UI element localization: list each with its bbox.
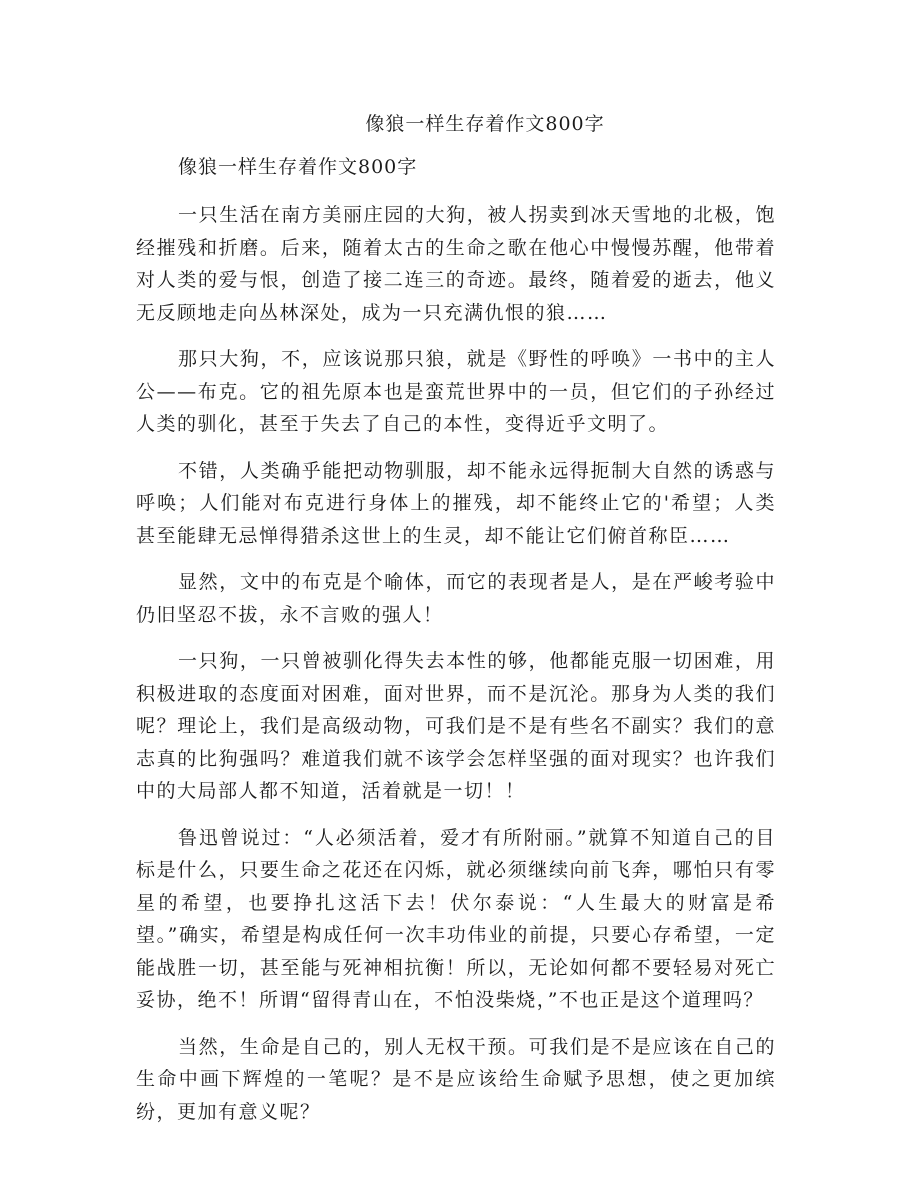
paragraph-5: 一只狗，一只曾被驯化得失去本性的够，他都能克服一切困难，用积极进取的态度面对困难，面对世界，而不是沉沦。那身为人类的我们呢？理论上，我们是高级动物，可我们是不是有些名不副实？我们的意志真的比狗强吗？难道我们就不该学会怎样坚强的面对现实？也许我们中的大局部人都不知道，活着就是一切！！ xyxy=(136,650,776,802)
document-body xyxy=(136,150,776,1142)
document-title: 像狼一样生存着作文800字 xyxy=(365,113,605,135)
paragraph-2: 那只大狗，不，应该说那只狼，就是《野性的呼唤》一书中的主人公——布克。它的祖先原本也是蛮荒世界中的一员，但它们的子孙经过人类的驯化，甚至于失去了自己的本性，变得近乎文明了。 xyxy=(136,348,776,435)
paragraph-1: 一只生活在南方美丽庄园的大狗，被人拐卖到冰天雪地的北极，饱经摧残和折磨。后来，随着太古的生命之歌在他心中慢慢苏醒，他带着对人类的爱与恨，创造了接二连三的奇迹。最终，随着爱的逝去，他义无反顾地走向丛林深处，成为一只充满仇恨的狼…… xyxy=(136,204,776,324)
document-subtitle: 像狼一样生存着作文800字 xyxy=(178,156,418,178)
paragraph-7: 当然，生命是自己的，别人无权干预。可我们是不是应该在自己的生命中画下辉煌的一笔呢？是不是应该给生命赋予思想，使之更加缤纷，更加有意义呢？ xyxy=(136,1035,776,1123)
paragraph-6: 鲁迅曾说过：“人必须活着，爱才有所附丽。”就算不知道自己的目标是什么，只要生命之花还在闪烁，就必须继续向前飞奔，哪怕只有零星的希望，也要挣扎这活下去！伏尔泰说：“人生最大的财富是希望。”确实，希望是构成任何一次丰功伟业的前提，只要心存希望，一定能战胜一切，甚至能与死神相抗衡！所以，无论如何都不要轻易对死亡妥协，绝不！所谓“留得青山在，不怕没柴烧，”不也正是这个道理吗？ xyxy=(136,826,776,1011)
paragraph-4: 显然，文中的布克是个喻体，而它的表现者是人，是在严峻考验中仍旧坚忍不拔，永不言败的强人！ xyxy=(136,571,776,626)
paragraph-3: 不错，人类确乎能把动物驯服，却不能永远得扼制大自然的诱惑与呼唤；人们能对布克进行身体上的摧残，却不能终止它的'希望；人类甚至能肆无忌惮得猎杀这世上的生灵，却不能让它们俯首称臣…… xyxy=(136,459,776,547)
